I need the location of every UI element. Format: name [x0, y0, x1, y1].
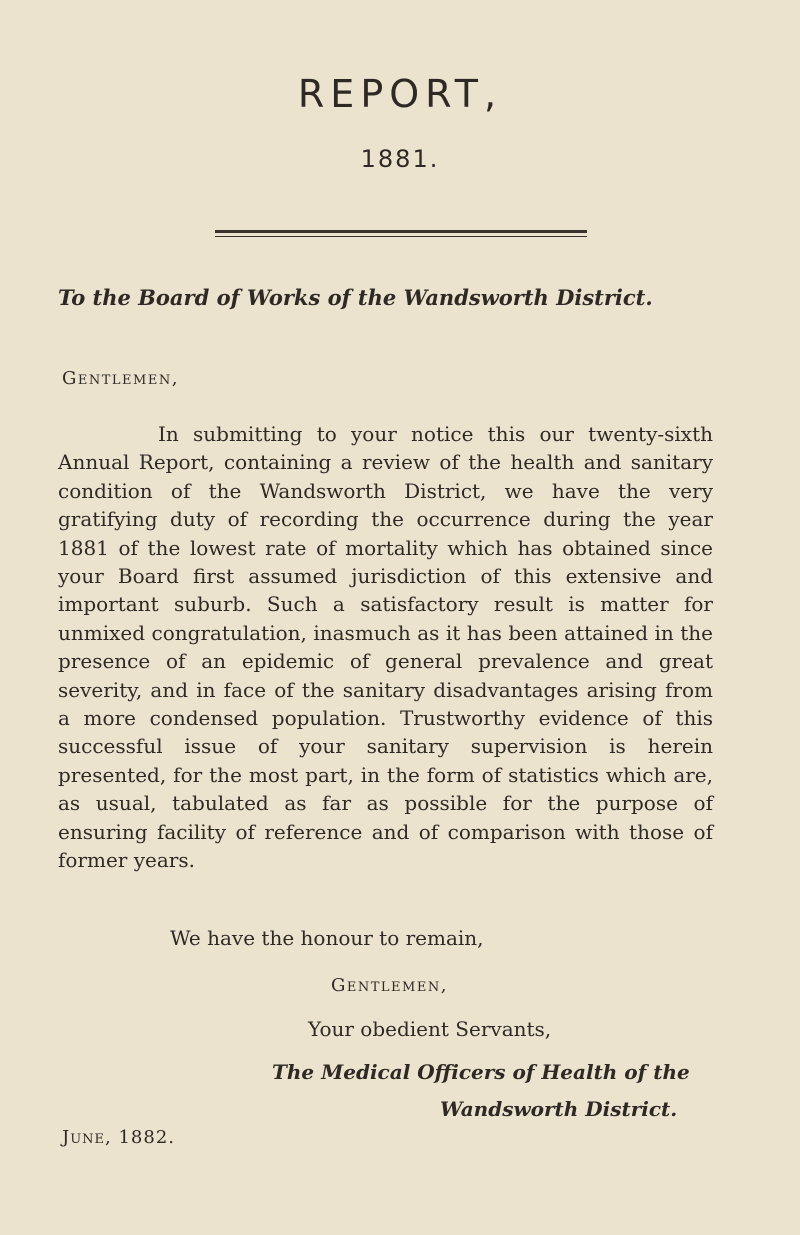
- addressee-line: To the Board of Works of the Wandsworth District.: [58, 285, 653, 310]
- rule-thick-line: [215, 230, 587, 233]
- closing-phrase: We have the honour to remain,: [170, 926, 484, 950]
- report-year: 1881.: [360, 145, 440, 173]
- double-rule-divider: [215, 230, 587, 240]
- signature-line-2: Wandsworth District.: [440, 1097, 678, 1121]
- report-title: REPORT,: [297, 72, 503, 116]
- signature-line-1: The Medical Officers of Health of the: [272, 1060, 690, 1084]
- valediction: Your obedient Servants,: [308, 1017, 552, 1041]
- letter-date: June, 1882.: [62, 1127, 176, 1148]
- salutation: Gentlemen,: [62, 368, 179, 389]
- letter-body: In submitting to your notice this our twenty-sixth Annual Report, containing a review of the health and sanitary condition of the Wandsworth District, we have the very gratifying duty of recording the occurrence during the year 1881 of the lowest rate of mortality which has obtained since your Board first assumed jurisdiction of this extensive and important suburb. Such a satisfactory result is matter for unmixed congratulation, inasmuch as it has been attained in the presence of an epidemic of general prevalence and great severity, and in face of the sanitary disadvantages arising from a more condensed population. Trustworthy evidence of this successful issue of your sanitary supervision is herein presented, for the most part, in the form of statistics which are, as usual, tabulated as far as possible for the purpose of ensuring facility of reference and of comparison with those of former years.: [58, 422, 713, 873]
- closing-salutation: Gentlemen,: [331, 975, 448, 996]
- rule-thin-line: [215, 236, 587, 237]
